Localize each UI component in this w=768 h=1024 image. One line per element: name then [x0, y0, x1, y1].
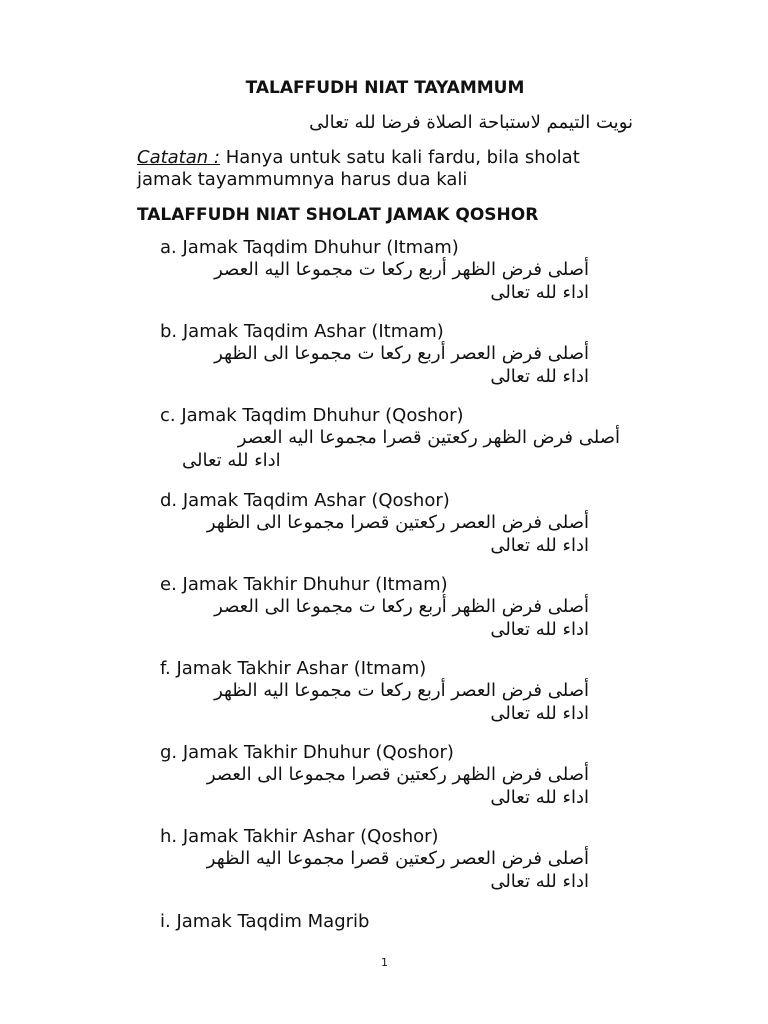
note-text-1: Hanya untuk satu kali fardu, bila sholat: [219, 147, 580, 168]
item-arabic-niat: أصلى فرض الظهر ركعتين قصرا مجموعا الى العصر: [206, 764, 589, 786]
item-arabic-closing: اداء لله تعالى: [490, 618, 589, 640]
item-arabic-niat: أصلى فرض العصر أربع ركعا ت مجموعا الى الظهر: [214, 343, 589, 365]
item-arabic-closing: اداء لله تعالى: [490, 787, 589, 809]
item-arabic-closing: اداء لله تعالى: [490, 703, 589, 724]
item-arabic-niat: أصلى فرض الظهر ركعتين قصرا مجموعا اليه العصر: [237, 427, 620, 449]
item-arabic-closing: اداء لله تعالى: [490, 282, 589, 303]
item-arabic-closing: اداء لله تعالى: [490, 534, 589, 556]
section-heading: TALAFFUDH NIAT SHOLAT JAMAK QOSHOR: [137, 205, 539, 225]
item-label: c. Jamak Taqdim Dhuhur (Qoshor): [160, 405, 464, 427]
item-arabic-niat: أصلى فرض الظهر أربع ركعا ت مجموعا اليه العصر: [214, 259, 589, 280]
item-arabic-niat: أصلى فرض العصر أربع ركعا ت مجموعا اليه الظهر: [214, 680, 589, 701]
note-line-1: [137, 147, 580, 169]
item-label: e. Jamak Takhir Dhuhur (Itmam): [160, 573, 448, 595]
item-arabic-niat: أصلى فرض الظهر أربع ركعا ت مجموعا الى العصر: [214, 595, 589, 617]
note-label: Catatan :: [137, 147, 220, 168]
item-arabic-closing: اداء لله تعالى: [182, 450, 281, 472]
page-number: 1: [381, 956, 388, 969]
item-label: g. Jamak Takhir Dhuhur (Qoshor): [160, 742, 454, 764]
item-label: i. Jamak Taqdim Magrib: [160, 910, 370, 932]
item-label: d. Jamak Taqdim Ashar (Qoshor): [160, 489, 450, 511]
item-label: f. Jamak Takhir Ashar (Itmam): [160, 658, 427, 679]
item-arabic-niat: أصلى فرض العصر ركعتين قصرا مجموعا الى الظهر: [206, 511, 589, 533]
item-arabic-closing: اداء لله تعالى: [490, 871, 589, 893]
document-title: TALAFFUDH NIAT TAYAMMUM: [245, 78, 525, 98]
item-arabic-closing: اداء لله تعالى: [490, 366, 589, 388]
tayammum-niat-arabic: نويت التيمم لاستباحة الصلاة فرضا لله تعالى: [309, 112, 633, 133]
item-label: a. Jamak Taqdim Dhuhur (Itmam): [160, 237, 459, 258]
item-arabic-niat: أصلى فرض العصر ركعتين قصرا مجموعا اليه الظهر: [206, 848, 589, 870]
item-label: h. Jamak Takhir Ashar (Qoshor): [160, 826, 439, 848]
note-line-2: jamak tayammumnya harus dua kali: [137, 169, 468, 190]
item-label: b. Jamak Taqdim Ashar (Itmam): [160, 321, 444, 343]
